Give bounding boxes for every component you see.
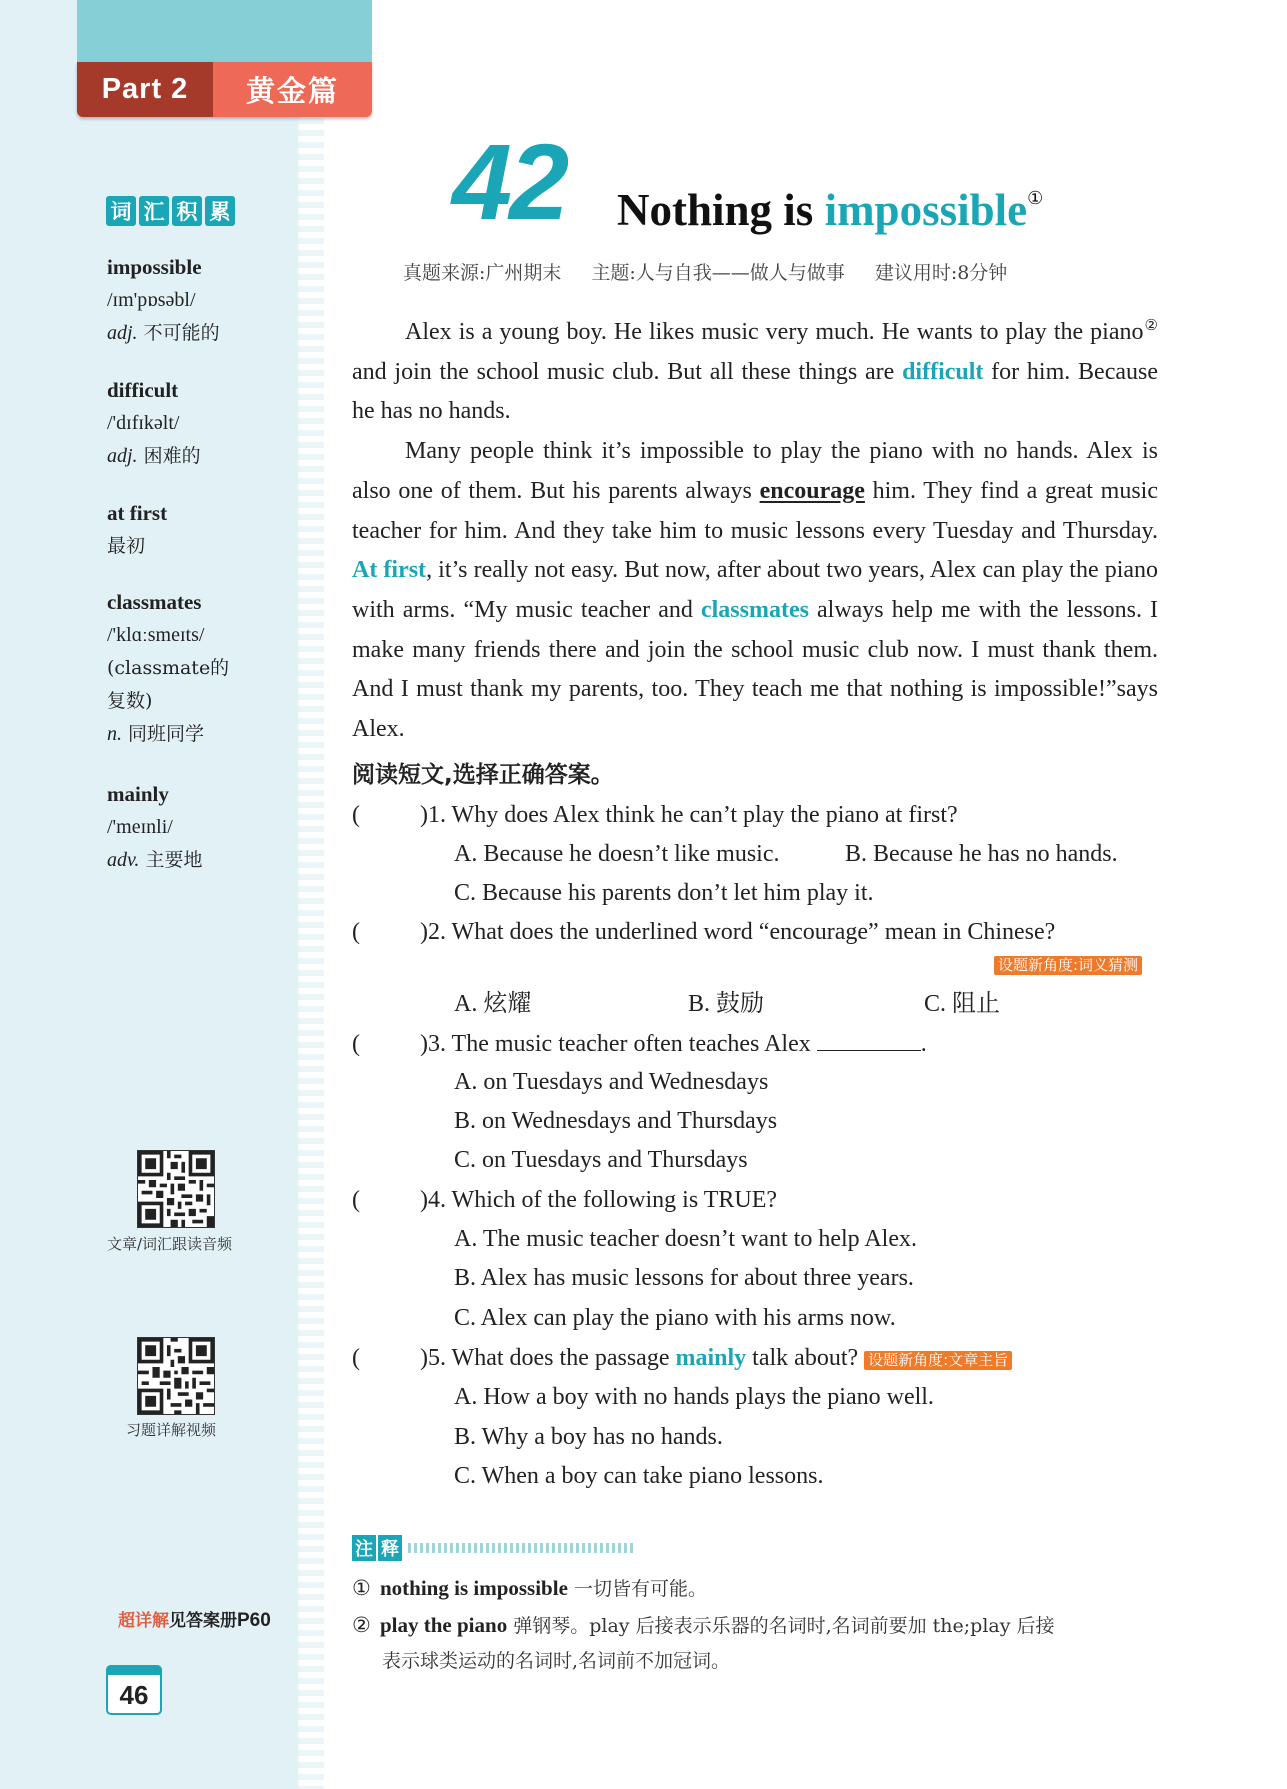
vocab-meaning-text: 主要地 xyxy=(145,849,203,871)
vocab-word: classmates xyxy=(107,590,202,614)
instructions: 阅读短文,选择正确答案。 xyxy=(352,762,614,788)
question-stem: )4. Which of the following is TRUE? xyxy=(420,1187,778,1213)
option-2a: A. 炫耀 xyxy=(454,991,532,1017)
vocab-meaning-text: 最初 xyxy=(107,535,146,557)
new-angle-tag: 设题新角度:文章主旨 xyxy=(864,1351,1012,1370)
vocab-word: at first xyxy=(107,501,168,525)
vocab-heading-char: 累 xyxy=(205,196,235,226)
answer-reference xyxy=(118,1606,271,1632)
vocab-meaning xyxy=(107,317,297,350)
page-number: 46 xyxy=(106,1665,162,1715)
vocab-note: 复数) xyxy=(107,690,153,712)
vocab-phonetic: /'klɑːsmeɪts/ xyxy=(107,624,205,646)
note-text-continued: 表示球类运动的名词时,名词前不加冠词。 xyxy=(382,1650,731,1672)
vocab-heading-char: 积 xyxy=(172,196,202,226)
lesson-number: 42 xyxy=(452,121,567,242)
sidebar-wave-border xyxy=(298,118,324,1789)
option-2c: C. 阻止 xyxy=(924,991,1001,1017)
vocab-entry-at-first xyxy=(107,497,297,563)
part-header xyxy=(77,62,372,117)
vocab-note: (classmate的 xyxy=(107,657,230,679)
vocab-word: difficult xyxy=(107,378,179,402)
option-2b: B. 鼓励 xyxy=(688,991,765,1017)
title-text: Nothing is xyxy=(617,185,825,235)
note-number: ① xyxy=(352,1576,371,1600)
option-1b: B. Because he has no hands. xyxy=(845,841,1118,867)
meta-source: 真题来源:广州期末 xyxy=(403,262,562,284)
option-3a: A. on Tuesdays and Wednesdays xyxy=(454,1069,769,1095)
title-highlight: impossible xyxy=(824,185,1028,235)
title-note-marker: ① xyxy=(1027,188,1044,208)
option-5a: A. How a boy with no hands plays the piano well. xyxy=(454,1384,934,1410)
part-label: Part 2 xyxy=(77,62,213,117)
question-5 xyxy=(352,1343,1012,1373)
vocab-highlight: difficult xyxy=(902,358,984,385)
vocab-phonetic: /'dɪfɪkəlt/ xyxy=(107,412,180,434)
vocab-phonetic: /ɪm'pɒsəbl/ xyxy=(107,289,196,311)
note-term: nothing is impossible xyxy=(380,1576,568,1600)
question-3: ( )3. The music teacher often teaches Alex . xyxy=(352,1028,927,1059)
passage-text: him. They find a great music teacher for him. And they take him to music lessons every Tuesday and Thursday. xyxy=(352,477,1158,544)
question-stem: )5. What does the passage xyxy=(420,1345,676,1371)
answer-paren[interactable]: ( xyxy=(352,1187,360,1213)
notes-heading xyxy=(352,1535,634,1561)
question-stem: talk about? xyxy=(746,1345,859,1371)
level-label: 黄金篇 xyxy=(213,62,372,117)
vocab-phonetic: /'meɪnli/ xyxy=(107,816,173,838)
vocab-meaning-text: 困难的 xyxy=(143,445,201,467)
meta-time: 建议用时:8分钟 xyxy=(874,262,1008,284)
vocab-meaning-text: 不可能的 xyxy=(143,322,220,344)
vocab-pos: adj. xyxy=(107,445,138,467)
lesson-title xyxy=(617,184,1043,236)
option-1c: C. Because his parents don’t let him play it. xyxy=(454,880,874,906)
question-4 xyxy=(352,1185,777,1215)
option-5b: B. Why a boy has no hands. xyxy=(454,1424,723,1450)
notes-heading-char: 注 xyxy=(352,1535,376,1561)
question-stem: )3. The music teacher often teaches Alex xyxy=(420,1031,811,1057)
question-stem: )2. What does the underlined word “encourage” mean in Chinese? xyxy=(420,919,1056,945)
passage-text: Alex is a young boy. He likes music very much. He wants to play the piano xyxy=(405,319,1144,345)
option-3c: C. on Tuesdays and Thursdays xyxy=(454,1147,748,1173)
note-1 xyxy=(352,1571,1164,1607)
vocab-pos: n. xyxy=(107,723,122,745)
answer-paren[interactable]: ( xyxy=(352,919,360,945)
vocab-heading xyxy=(106,196,235,226)
question-1 xyxy=(352,800,958,830)
qr-code-video[interactable] xyxy=(137,1337,215,1415)
vocab-word: impossible xyxy=(107,255,202,279)
option-5c: C. When a boy can take piano lessons. xyxy=(454,1463,824,1489)
vocab-highlight: mainly xyxy=(675,1345,747,1371)
qr-audio-caption: 文章/词汇跟读音频 xyxy=(107,1235,233,1253)
vocab-word: mainly xyxy=(107,782,169,806)
meta-theme: 主题:人与自我——做人与做事 xyxy=(591,262,845,284)
lesson-meta xyxy=(403,258,1007,285)
vocab-pos: adv. xyxy=(107,849,140,871)
vocab-entry-difficult xyxy=(107,374,297,473)
new-angle-tag: 设题新角度:词义猜测 xyxy=(994,956,1142,975)
qr-code-icon xyxy=(138,1338,214,1414)
option-3b: B. on Wednesdays and Thursdays xyxy=(454,1108,778,1134)
passage-text: always help me with the lessons. I make many friends there and join the school music club now. I must thank them. And I must thank my parents, too. They teach me that nothing is impossible!”says Alex. xyxy=(352,596,1158,743)
note-marker: ② xyxy=(1143,318,1158,334)
underlined-word: encourage xyxy=(759,477,865,504)
note-text: 弹钢琴。play 后接表示乐器的名词时,名词前要加 the;play 后接 xyxy=(507,1615,1055,1637)
qr-video-caption: 习题详解视频 xyxy=(126,1421,217,1439)
vocab-entry-impossible xyxy=(107,251,297,350)
vocab-meaning xyxy=(107,844,297,877)
answer-ref-highlight: 超详解 xyxy=(118,1611,169,1631)
answer-paren[interactable]: ( xyxy=(352,1031,360,1057)
vocab-highlight: classmates xyxy=(700,596,809,623)
passage-text: Many people think it’s impossible to play the piano with no hands. Alex is also one of them. But his parents always xyxy=(352,438,1158,504)
option-1a: A. Because he doesn’t like music. xyxy=(454,841,780,867)
passage-paragraph-2 xyxy=(352,432,1158,750)
passage-text: for him. Because he has no hands. xyxy=(352,358,1158,425)
option-4c: C. Alex can play the piano with his arms now. xyxy=(454,1305,896,1331)
passage-text: and join the school music club. But all these things are xyxy=(352,358,903,385)
vocab-pos: adj. xyxy=(107,322,138,344)
answer-ref-page: P60 xyxy=(237,1610,271,1631)
qr-code-icon xyxy=(138,1151,214,1227)
note-2 xyxy=(352,1608,1164,1679)
note-number: ② xyxy=(352,1613,371,1637)
question-2 xyxy=(352,917,1055,947)
note-text: 一切皆有可能。 xyxy=(567,1578,707,1600)
vocab-meaning-text: 同班同学 xyxy=(128,723,205,745)
qr-code-audio[interactable] xyxy=(137,1150,215,1228)
vocab-entry-classmates xyxy=(107,586,297,751)
answer-ref-text: 见答案册 xyxy=(169,1611,237,1631)
header-band xyxy=(77,0,372,62)
notes-divider xyxy=(408,1543,634,1553)
notes-heading-char: 释 xyxy=(378,1535,402,1561)
vocab-meaning xyxy=(107,718,297,751)
note-term: play the piano xyxy=(380,1613,508,1637)
passage xyxy=(352,307,1158,750)
answer-blank[interactable] xyxy=(817,1028,921,1051)
passage-paragraph-1 xyxy=(352,307,1158,432)
vocab-heading-char: 词 xyxy=(106,196,136,226)
option-4b: B. Alex has music lessons for about three years. xyxy=(454,1265,914,1291)
option-4a: A. The music teacher doesn’t want to help Alex. xyxy=(454,1226,917,1252)
question-stem: )1. Why does Alex think he can’t play the piano at first? xyxy=(420,802,958,828)
vocab-heading-char: 汇 xyxy=(139,196,169,226)
answer-paren[interactable]: ( xyxy=(352,1345,360,1371)
passage-text: , it’s really not easy. But now, after about two years, Alex can play the piano with arms. “My music teacher and xyxy=(352,557,1159,623)
vocab-entry-mainly xyxy=(107,778,297,877)
vocab-highlight: At first xyxy=(352,557,427,584)
vocab-meaning xyxy=(107,440,297,473)
answer-paren[interactable]: ( xyxy=(352,802,360,828)
